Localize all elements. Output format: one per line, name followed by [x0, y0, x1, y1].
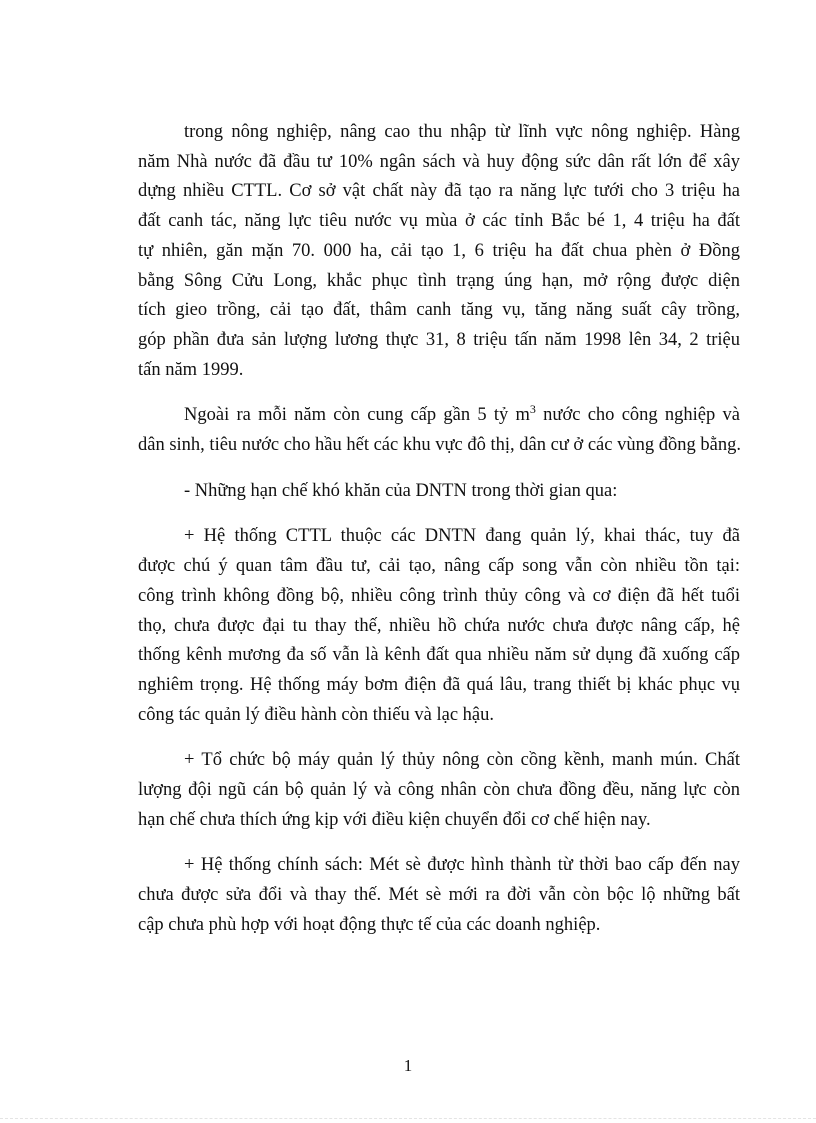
paragraph-water-supply: [138, 401, 740, 460]
paragraph-irrigation-achievements: [138, 118, 740, 385]
text-fragment: Ngoài ra mỗi năm còn cung cấp gần 5 tỷ m: [184, 405, 530, 426]
body-text: [138, 118, 740, 957]
text-line: cập chưa phù hợp với hoạt động thực tế của các doanh nghiệp.: [138, 914, 601, 935]
text-line: dân sinh, tiêu nước cho hầu hết các khu vực đô thị, dân cư ở các vùng đồng bằng.: [138, 435, 741, 456]
text-line: năm Nhà nước đã đầu tư 10% ngân sách và huy động sức dân rất lớn để xây: [138, 151, 740, 172]
text-line: bằng Sông Cửu Long, khắc phục tình trạng úng hạn, mở rộng được diện: [138, 270, 740, 291]
text-line: đất canh tác, năng lực tiêu nước vụ mùa ở các tỉnh Bắc bé 1, 4 triệu ha đất: [138, 211, 740, 232]
page-bottom-rule: [0, 1118, 816, 1119]
superscript: 3: [529, 402, 536, 417]
text-line: nghiêm trọng. Hệ thống máy bơm điện đã quá lâu, trang thiết bị khác phục vụ: [138, 674, 740, 695]
text-line: trong nông nghiệp, nâng cao thu nhập từ lĩnh vực nông nghiệp. Hàng: [184, 122, 740, 142]
text-line: + Hệ thống chính sách: Mét sè được hình thành từ thời bao cấp đến nay: [184, 855, 740, 876]
text-line: chưa được sửa đổi và thay thế. Mét sè mới ra đời vẫn còn bộc lộ những bất: [138, 885, 740, 906]
page-number: 1: [403, 1056, 413, 1075]
text-line: thống kênh mương đa số vẫn là kênh đất qua nhiều năm sử dụng đã xuống cấp: [138, 645, 740, 666]
text-line: góp phần đưa sản lượng lương thực 31, 8 triệu tấn năm 1998 lên 34, 2 triệu: [138, 329, 740, 350]
text-line: tấn năm 1999.: [138, 359, 244, 380]
text-line: công tác quản lý điều hành còn thiếu và lạc hậu.: [138, 704, 494, 725]
text-line: tự nhiên, găn mặn 70. 000 ha, cải tạo 1, 6 triệu ha đất chua phèn ở Đồng: [138, 240, 740, 261]
paragraph-infrastructure-issues: [138, 522, 740, 730]
text-line: thọ, chưa được đại tu thay thế, nhiều hồ chứa nước chưa được nâng cấp, hệ: [138, 615, 740, 636]
text-line: lượng đội ngũ cán bộ quản lý và công nhân còn chưa đồng đều, năng lực còn: [138, 780, 740, 801]
text-line: - Những hạn chế khó khăn của DNTN trong thời gian qua:: [184, 480, 618, 501]
text-line: công trình không đồng bộ, nhiều công trình thủy công và cơ điện đã hết tuổi: [138, 585, 740, 606]
paragraph-policy-issues: [138, 851, 740, 940]
text-line: tích gieo trồng, cải tạo đất, thâm canh tăng vụ, tăng năng suất cây trồng,: [138, 300, 740, 321]
text-line: [138, 401, 740, 431]
text-line: hạn chế chưa thích ứng kịp với điều kiện chuyển đổi cơ chế hiện nay.: [138, 809, 651, 830]
text-line: được chú ý quan tâm đầu tư, cải tạo, nâng cấp song vẫn còn nhiều tồn tại:: [138, 556, 740, 577]
text-fragment: nước cho công nghiệp và: [535, 405, 740, 426]
paragraph-limitations-heading: [138, 477, 740, 507]
paragraph-organization-issues: [138, 746, 740, 835]
text-line: + Hệ thống CTTL thuộc các DNTN đang quản lý, khai thác, tuy đã: [184, 526, 740, 547]
text-line: dựng nhiều CTTL. Cơ sở vật chất này đã tạo ra năng lực tưới cho 3 triệu ha: [138, 181, 740, 202]
text-line: + Tổ chức bộ máy quản lý thủy nông còn cồng kềnh, manh mún. Chất: [184, 750, 740, 771]
